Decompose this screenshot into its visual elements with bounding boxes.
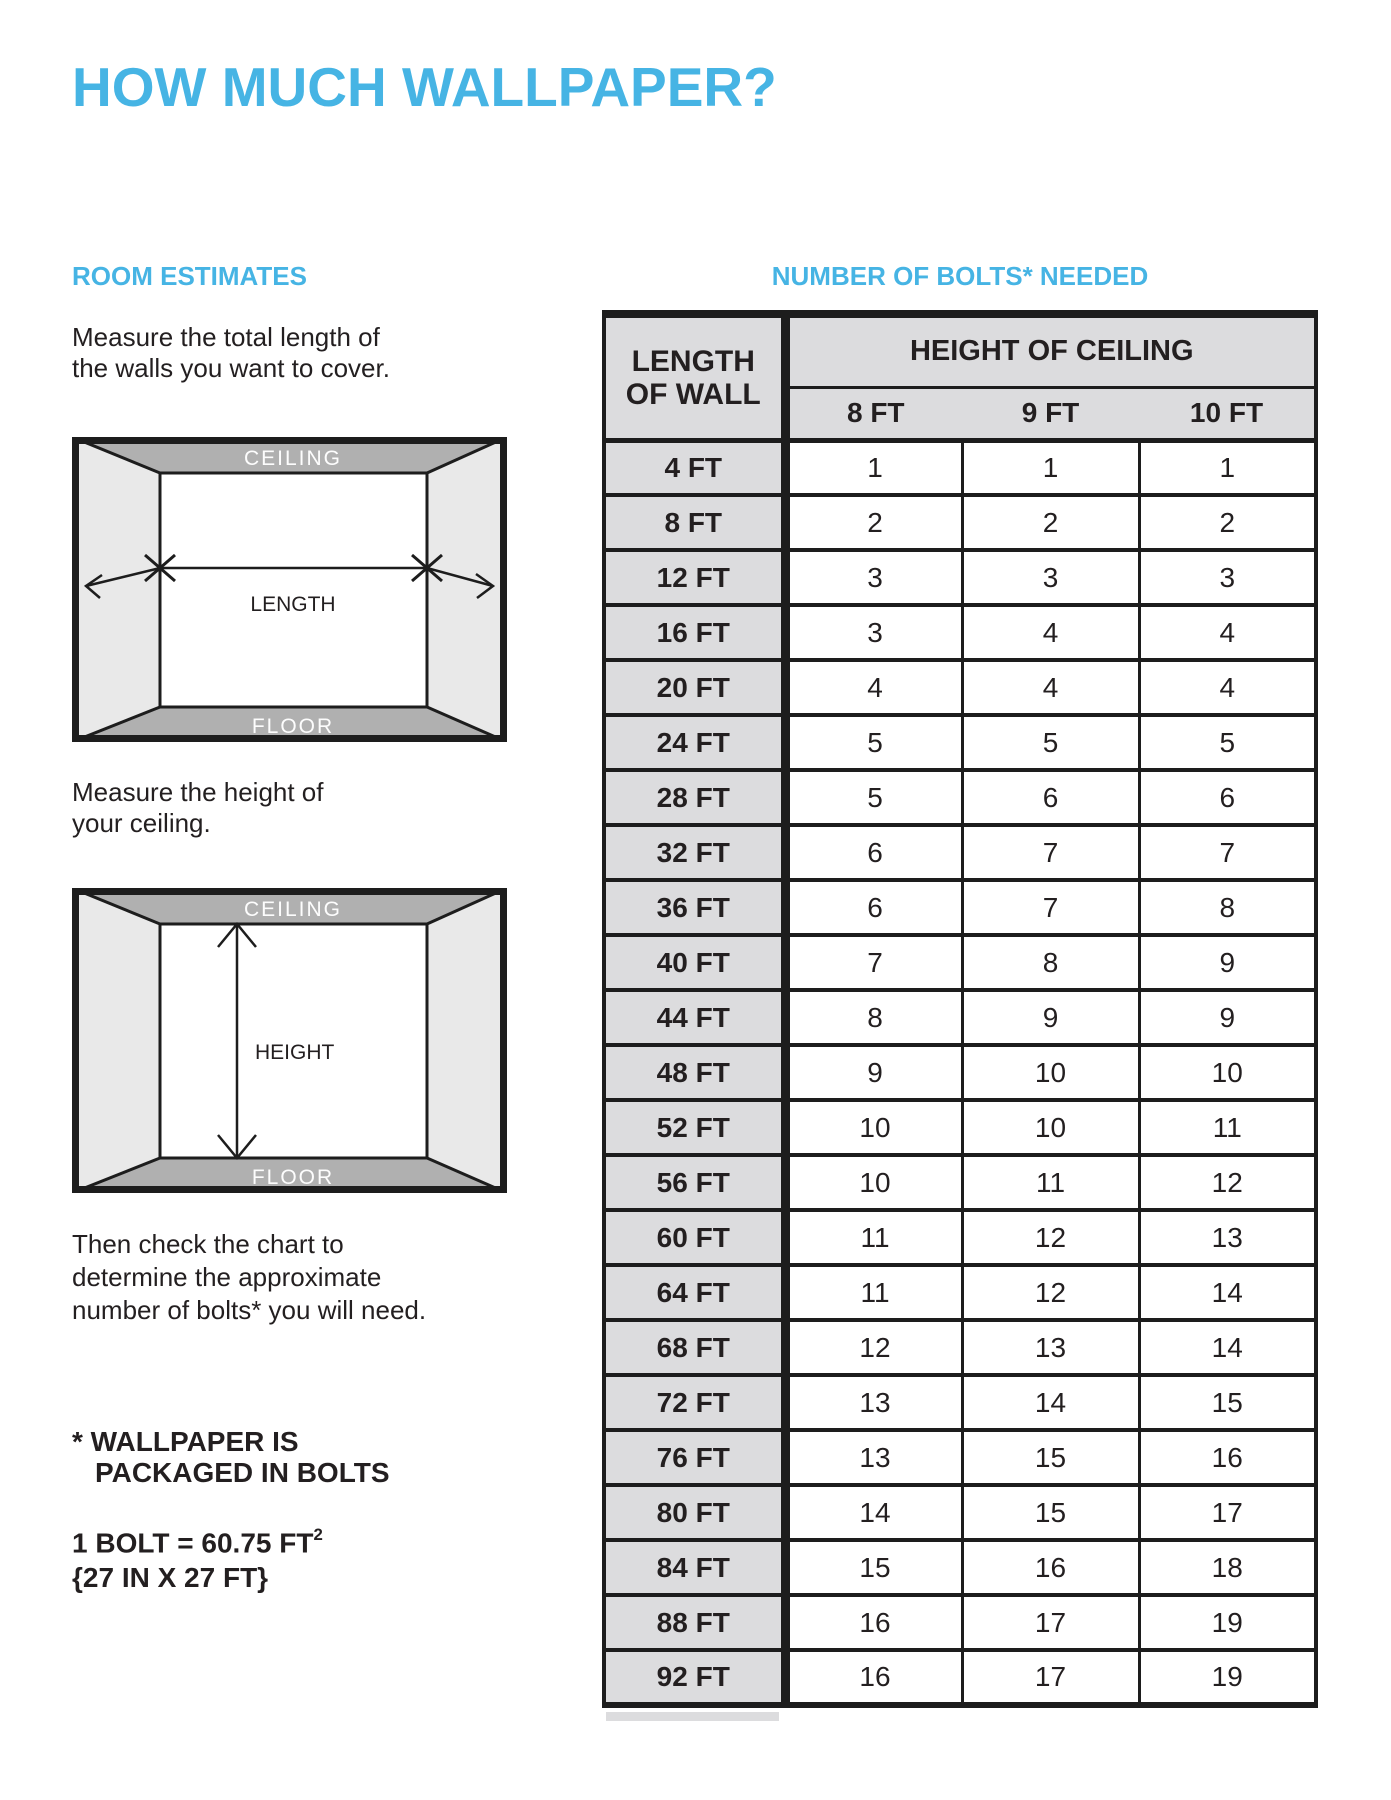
wall-length-row-header: 84 FT (604, 1540, 785, 1595)
bolt-count-cell: 10 (785, 1100, 962, 1155)
wall-length-row-header: 20 FT (604, 660, 785, 715)
floor-label: FLOOR (251, 1166, 335, 1189)
bolt-count-cell: 17 (962, 1650, 1139, 1705)
bolt-count-cell: 17 (1139, 1485, 1316, 1540)
instruction-length-line1: Measure the total length of (72, 322, 380, 352)
bolt-count-cell: 1 (1139, 440, 1316, 495)
bolt-count-cell: 17 (962, 1595, 1139, 1650)
instruction-length (72, 322, 390, 384)
wall-length-row-header: 56 FT (604, 1155, 785, 1210)
table-row (604, 1430, 1316, 1485)
bolt-count-cell: 9 (1139, 935, 1316, 990)
bolt-size-note (72, 1519, 323, 1595)
instruction-chart-line1: Then check the chart to (72, 1229, 344, 1259)
squared-superscript: 2 (313, 1525, 323, 1544)
ceiling-height-col-header: 8 FT (785, 387, 962, 440)
bolt-count-cell: 3 (962, 550, 1139, 605)
bolt-count-cell: 8 (785, 990, 962, 1045)
bolt-count-cell: 2 (785, 495, 962, 550)
table-row (604, 715, 1316, 770)
instruction-chart-line3: number of bolts* you will need. (72, 1295, 427, 1325)
room-wall-right (427, 437, 507, 742)
table-row (604, 935, 1316, 990)
bolt-count-cell: 14 (785, 1485, 962, 1540)
bolts-table (602, 310, 1318, 1708)
bolt-count-cell: 11 (962, 1155, 1139, 1210)
bolt-count-cell: 1 (962, 440, 1139, 495)
table-row (604, 1265, 1316, 1320)
bolt-count-cell: 15 (785, 1540, 962, 1595)
wall-length-row-header: 48 FT (604, 1045, 785, 1100)
table-row (604, 1485, 1316, 1540)
bolt-count-cell: 7 (1139, 825, 1316, 880)
instruction-chart-line2: determine the approximate (72, 1262, 382, 1292)
table-row (604, 1045, 1316, 1100)
table-row (604, 1595, 1316, 1650)
wall-length-row-header: 36 FT (604, 880, 785, 935)
wall-length-row-header: 12 FT (604, 550, 785, 605)
wall-length-row-header: 28 FT (604, 770, 785, 825)
bolt-count-cell: 14 (1139, 1320, 1316, 1375)
room-wall-right (427, 888, 507, 1193)
bolt-size-line2: {27 IN X 27 FT} (72, 1562, 269, 1594)
floor-label: FLOOR (251, 715, 335, 738)
bolt-count-cell: 5 (962, 715, 1139, 770)
wall-length-row-header: 64 FT (604, 1265, 785, 1320)
bolt-count-cell: 6 (962, 770, 1139, 825)
instruction-height-line2: your ceiling. (72, 808, 211, 838)
bolt-count-cell: 11 (785, 1210, 962, 1265)
bolt-count-cell: 16 (785, 1650, 962, 1705)
ceiling-label: CEILING (243, 898, 343, 921)
wall-length-row-header: 76 FT (604, 1430, 785, 1485)
wall-length-row-header: 24 FT (604, 715, 785, 770)
bolt-count-cell: 1 (785, 440, 962, 495)
table-row (604, 990, 1316, 1045)
table-row (604, 495, 1316, 550)
bolt-count-cell: 13 (785, 1430, 962, 1485)
wall-length-row-header: 52 FT (604, 1100, 785, 1155)
bolt-count-cell: 15 (962, 1430, 1139, 1485)
instruction-height (72, 777, 324, 839)
wall-length-row-header: 60 FT (604, 1210, 785, 1265)
bolt-count-cell: 6 (1139, 770, 1316, 825)
wall-length-row-header: 8 FT (604, 495, 785, 550)
bolts-footnote-line1: * WALLPAPER IS (72, 1426, 299, 1457)
bolt-count-cell: 12 (1139, 1155, 1316, 1210)
wall-length-row-header: 72 FT (604, 1375, 785, 1430)
bolt-count-cell: 6 (785, 880, 962, 935)
bolt-count-cell: 10 (962, 1100, 1139, 1155)
room-wall-left (72, 437, 160, 742)
wall-length-row-header: 88 FT (604, 1595, 785, 1650)
bolt-count-cell: 16 (785, 1595, 962, 1650)
table-row (604, 1540, 1316, 1595)
bolts-footnote (72, 1426, 390, 1488)
bolt-count-cell: 5 (785, 715, 962, 770)
instruction-height-line1: Measure the height of (72, 777, 324, 807)
table-row (604, 1155, 1316, 1210)
wall-length-row-header: 92 FT (604, 1650, 785, 1705)
bolt-count-cell: 19 (1139, 1595, 1316, 1650)
bolt-count-cell: 13 (785, 1375, 962, 1430)
span-header: HEIGHT OF CEILING (785, 314, 1316, 387)
bolt-count-cell: 3 (785, 550, 962, 605)
page-title: HOW MUCH WALLPAPER? (72, 56, 777, 118)
bolt-count-cell: 13 (962, 1320, 1139, 1375)
bolt-count-cell: 12 (962, 1265, 1139, 1320)
table-row (604, 770, 1316, 825)
bolt-count-cell: 12 (962, 1210, 1139, 1265)
bolt-count-cell: 8 (1139, 880, 1316, 935)
instruction-length-line2: the walls you want to cover. (72, 353, 390, 383)
table-row (604, 550, 1316, 605)
bolts-table-heading: NUMBER OF BOLTS* NEEDED (771, 261, 1149, 291)
bolt-count-cell: 19 (1139, 1650, 1316, 1705)
room-estimates-heading: ROOM ESTIMATES (72, 261, 307, 291)
room-wall-left (72, 888, 160, 1193)
length-diagram (72, 437, 507, 742)
length-label: LENGTH (250, 593, 336, 616)
corner-header (604, 314, 785, 440)
bolt-count-cell: 14 (962, 1375, 1139, 1430)
corner-header-line2: OF WALL (625, 377, 761, 411)
bolt-count-cell: 4 (785, 660, 962, 715)
bolt-count-cell: 11 (785, 1265, 962, 1320)
table-row (604, 1650, 1316, 1705)
bolt-count-cell: 8 (962, 935, 1139, 990)
bolt-count-cell: 7 (962, 880, 1139, 935)
bolt-count-cell: 14 (1139, 1265, 1316, 1320)
wall-length-row-header: 44 FT (604, 990, 785, 1045)
bolt-count-cell: 2 (962, 495, 1139, 550)
table-row (604, 1210, 1316, 1265)
ceiling-label: CEILING (243, 447, 343, 470)
wall-length-row-header: 32 FT (604, 825, 785, 880)
bolt-count-cell: 2 (1139, 495, 1316, 550)
table-row (604, 660, 1316, 715)
bolt-count-cell: 3 (785, 605, 962, 660)
wall-length-row-header: 68 FT (604, 1320, 785, 1375)
bolt-count-cell: 4 (1139, 605, 1316, 660)
table-row (604, 605, 1316, 660)
table-footer-strip (606, 1712, 779, 1721)
table-row (604, 825, 1316, 880)
ceiling-height-col-header: 9 FT (962, 387, 1139, 440)
bolt-count-cell: 9 (1139, 990, 1316, 1045)
bolt-count-cell: 15 (962, 1485, 1139, 1540)
room-back-wall (160, 473, 427, 707)
wall-length-row-header: 40 FT (604, 935, 785, 990)
bolt-count-cell: 4 (1139, 660, 1316, 715)
bolt-count-cell: 13 (1139, 1210, 1316, 1265)
bolt-count-cell: 7 (962, 825, 1139, 880)
bolts-footnote-line2: PACKAGED IN BOLTS (95, 1457, 390, 1488)
table-row (604, 440, 1316, 495)
bolt-count-cell: 10 (962, 1045, 1139, 1100)
height-diagram (72, 888, 507, 1193)
bolt-count-cell: 12 (785, 1320, 962, 1375)
bolt-count-cell: 11 (1139, 1100, 1316, 1155)
bolt-count-cell: 5 (785, 770, 962, 825)
bolt-count-cell: 10 (1139, 1045, 1316, 1100)
ceiling-height-col-header: 10 FT (1139, 387, 1316, 440)
table-row (604, 1375, 1316, 1430)
wall-length-row-header: 16 FT (604, 605, 785, 660)
bolt-count-cell: 15 (1139, 1375, 1316, 1430)
table-row (604, 1320, 1316, 1375)
bolt-count-cell: 18 (1139, 1540, 1316, 1595)
bolt-count-cell: 3 (1139, 550, 1316, 605)
wall-length-row-header: 4 FT (604, 440, 785, 495)
corner-header-line1: LENGTH (631, 344, 755, 378)
bolt-count-cell: 4 (962, 605, 1139, 660)
bolt-count-cell: 9 (962, 990, 1139, 1045)
bolt-count-cell: 16 (962, 1540, 1139, 1595)
bolt-count-cell: 4 (962, 660, 1139, 715)
bolt-count-cell: 5 (1139, 715, 1316, 770)
bolt-count-cell: 6 (785, 825, 962, 880)
bolt-count-cell: 7 (785, 935, 962, 990)
height-label: HEIGHT (255, 1041, 335, 1064)
bolt-size-line1: 1 BOLT = 60.75 $FT^2$ (72, 1525, 323, 1559)
bolt-count-cell: 10 (785, 1155, 962, 1210)
table-row (604, 880, 1316, 935)
bolt-count-cell: 9 (785, 1045, 962, 1100)
instruction-chart (72, 1228, 426, 1327)
bolt-count-cell: 16 (1139, 1430, 1316, 1485)
table-row (604, 1100, 1316, 1155)
wall-length-row-header: 80 FT (604, 1485, 785, 1540)
